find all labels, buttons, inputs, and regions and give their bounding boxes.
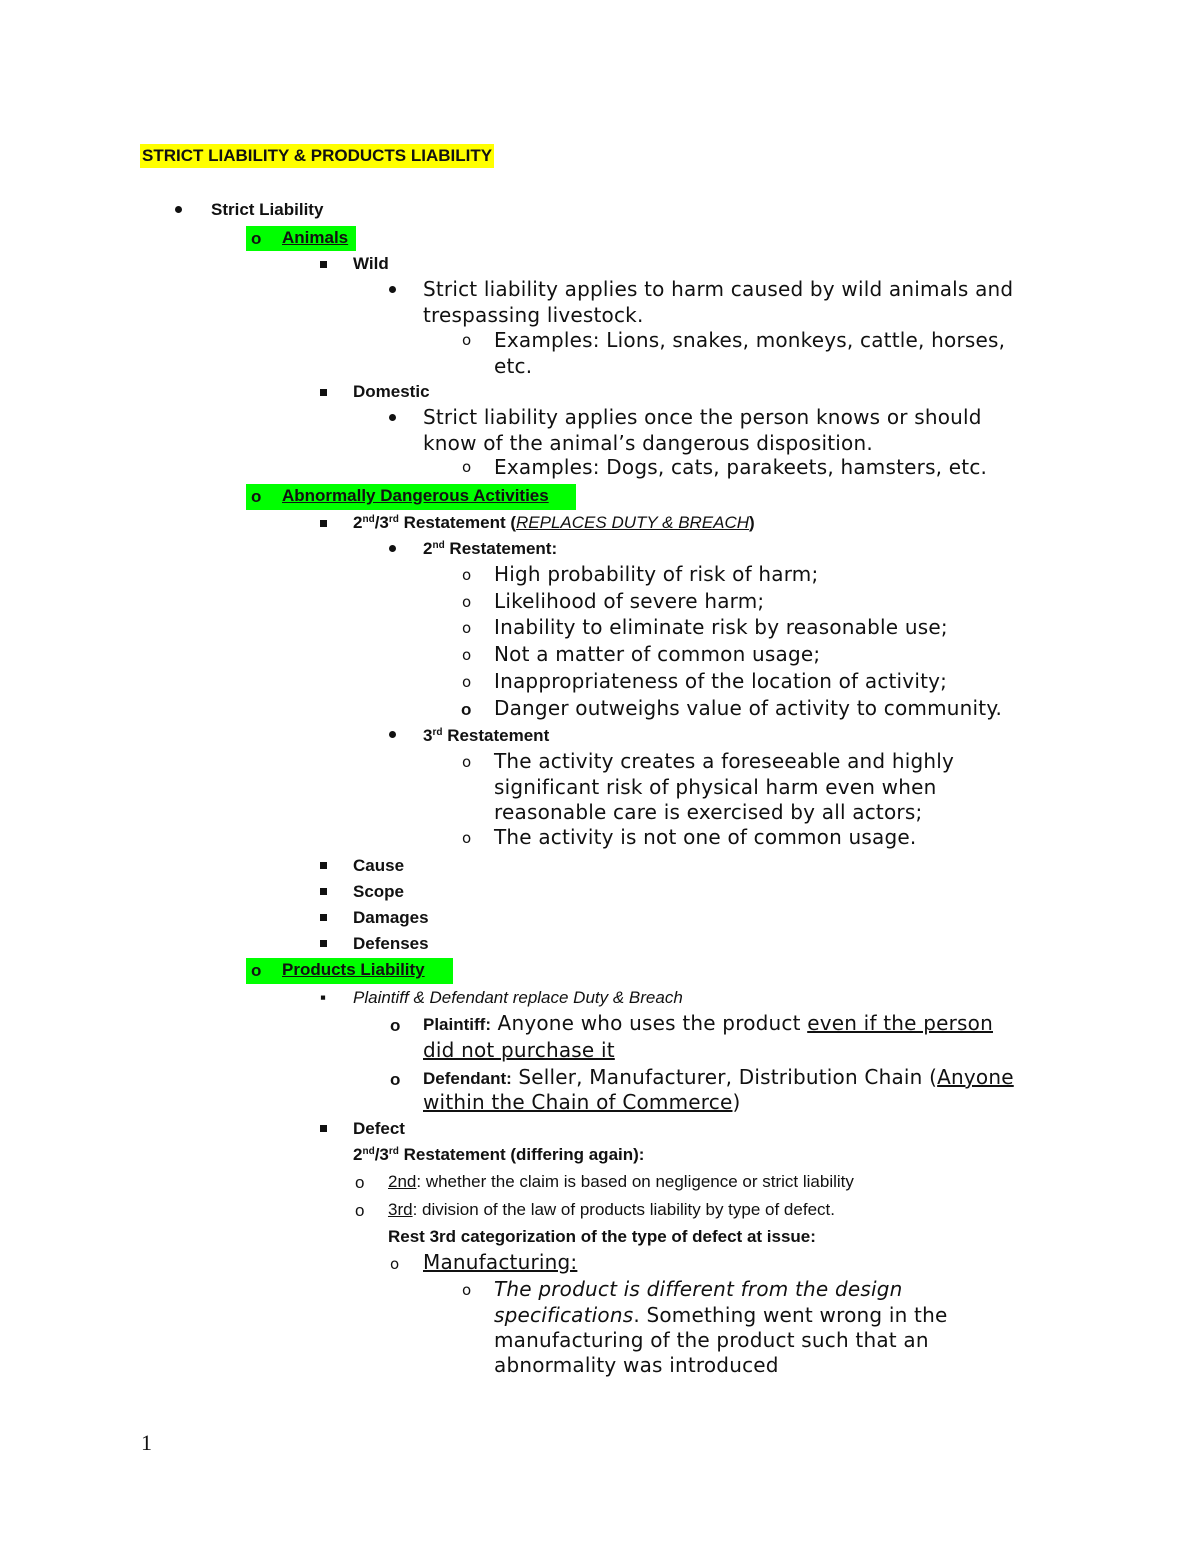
square-bullet-icon [320,940,327,947]
o-bullet: o [355,1173,365,1192]
list-item: Inability to eliminate risk by reasonable use; [494,615,948,639]
text-line: Plaintiff & Defendant replace Duty & Breach [353,988,683,1007]
small-bullet: ▪ [320,988,327,1007]
square-bullet-icon [320,389,327,396]
heading-products-liability: Products Liability [282,960,425,979]
text-line: did not purchase it [423,1038,615,1062]
second-restatement: 2nd Restatement: [423,539,558,558]
o-bullet: o [462,829,472,847]
section-strict-liability: Strict Liability [211,200,324,219]
square-bullet-icon [320,862,327,869]
item-domestic: Domestic [353,382,430,401]
item-cause: Cause [353,856,405,875]
o-bullet: o [462,458,472,476]
text-line: reasonable care is exercised by all actors; [494,800,923,824]
o-bullet: o [390,1255,400,1273]
o-bullet: o [462,646,472,664]
text-line: Examples: Lions, snakes, monkeys, cattle, horses, [494,328,1006,352]
item-manufacturing: Manufacturing: [423,1250,578,1274]
text-line: Rest 3rd categorization of the type of defect at issue: [388,1227,816,1246]
text-line: know of the animal’s dangerous disposition. [423,431,873,455]
list-item: Likelihood of severe harm; [494,589,765,613]
defendant-line: Defendant: Seller, Manufacturer, Distribution Chain (Anyone [423,1065,1014,1089]
o-bullet: o [462,619,472,637]
o-bullet: o [355,1201,365,1220]
square-bullet-icon [320,914,327,921]
text-line: Strict liability applies once the person knows or should [423,405,982,429]
o-bullet: o [462,331,472,349]
third-defect-line: 3rd: division of the law of products liability by type of defect. [388,1200,835,1219]
restatement-line: 2nd/3rd Restatement (differing again): [353,1145,645,1164]
list-item: Inappropriateness of the location of activity; [494,669,948,693]
text-line: significant risk of physical harm even when [494,775,937,799]
text-line: The activity creates a foreseeable and highly [494,749,955,773]
list-item: Not a matter of common usage; [494,642,821,666]
bullet-icon [389,545,396,552]
text-line: manufacturing of the product such that an [494,1328,929,1352]
list-item: High probability of risk of harm; [494,562,819,586]
o-bullet: o [462,753,472,771]
list-item: Danger outweighs value of activity to community. [494,696,1003,720]
text-line: trespassing livestock. [423,303,644,327]
square-bullet-icon [320,520,327,527]
o-bullet: o [462,566,472,584]
text-line: Strict liability applies to harm caused by wild animals and [423,277,1014,301]
o-bullet: o [462,593,472,611]
second-defect-line: 2nd: whether the claim is based on negligence or strict liability [388,1172,854,1191]
text-line: within the Chain of Commerce) [423,1090,741,1114]
item-defenses: Defenses [353,934,429,953]
o-bullet: o [390,1016,401,1035]
bullet-icon [175,206,182,213]
o-bullet: o [390,1070,401,1089]
square-bullet-icon [320,261,327,268]
bullet-icon [389,731,396,738]
text-line: etc. [494,354,533,378]
item-wild: Wild [353,254,389,273]
text-line: The product is different from the design [494,1277,903,1301]
o-bullet: o [462,1281,472,1299]
o-bullet: o [462,673,472,691]
o-bullet: o [251,961,262,980]
third-restatement: 3rd Restatement [423,726,550,745]
text-line: Examples: Dogs, cats, parakeets, hamsters, etc. [494,455,988,479]
text-line: The activity is not one of common usage. [494,825,917,849]
item-defect: Defect [353,1119,405,1138]
item-scope: Scope [353,882,405,901]
item-damages: Damages [353,908,429,927]
square-bullet-icon [320,1125,327,1132]
square-bullet-icon [320,888,327,895]
plaintiff-line: Plaintiff: Anyone who uses the product even if the person [423,1011,993,1035]
page-title: STRICT LIABILITY & PRODUCTS LIABILITY [140,144,494,168]
o-bullet: o [251,229,262,248]
o-bullet: o [251,487,262,506]
bullet-icon [389,286,396,293]
text-line: specifications. Something went wrong in the [494,1303,948,1327]
heading-animals: Animals [282,228,349,247]
page-number: 1 [141,1430,152,1455]
bullet-icon [389,414,396,421]
text-line: abnormality was introduced [494,1353,779,1377]
o-bullet: o [461,700,472,719]
restatement-line: 2nd/3rd Restatement (REPLACES DUTY & BREACH) [353,513,755,532]
heading-abnormally-dangerous: Abnormally Dangerous Activities [282,486,549,505]
